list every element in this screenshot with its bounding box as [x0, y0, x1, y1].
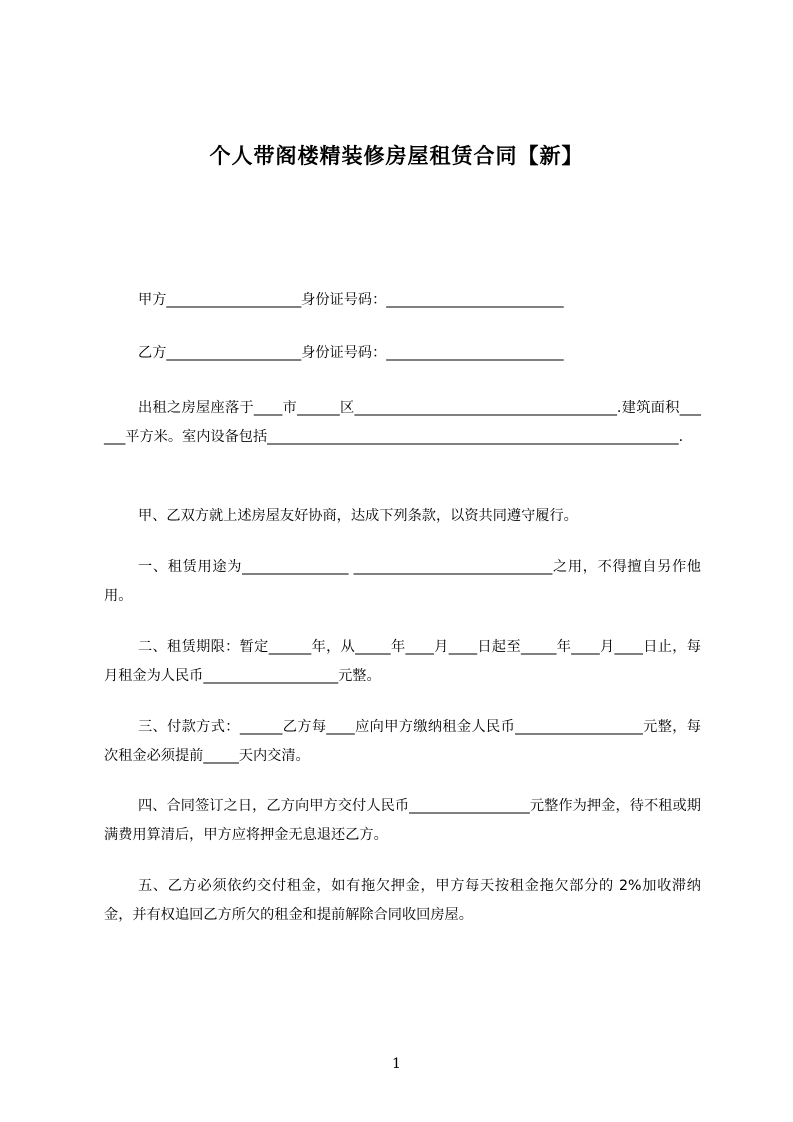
- party-b-line: 乙方___________________身份证号码：_________________________: [138, 345, 564, 361]
- agreement-paragraph: 甲、乙双方就上述房屋友好协商，达成下列条款，以资共同遵守履行。: [138, 508, 578, 524]
- document-title: 个人带阁楼精装修房屋租赁合同【新】: [209, 144, 584, 168]
- clause-1: 一、租赁用途为_______________ ____________________________之用，不得擅自另作他用。: [104, 559, 701, 604]
- clause-4: 四、合同签订之日，乙方向甲方交付人民币_________________元整作为押金，待不租或期满费用算清后，甲方应将押金无息退还乙方。: [104, 798, 701, 843]
- party-a-line: 甲方___________________身份证号码：_________________________: [138, 292, 564, 308]
- clause-3: 三、付款方式：______乙方每____应向甲方缴纳租金人民币__________________元整，每次租金必须提前_____天内交清。: [104, 719, 701, 764]
- clause-2: 二、租赁期限：暂定______年，从_____年____月____日起至_____年____月____日止，每月租金为人民币___________________元整。: [104, 639, 701, 684]
- clause-5: 五、乙方必须依约交付租金，如有拖欠押金，甲方每天按租金拖欠部分的 2%加收滞纳金，并有权追回乙方所欠的租金和提前解除合同收回房屋。: [104, 878, 701, 923]
- property-paragraph: 出租之房屋座落于____市______区_____________________________________.建筑面积______平方米。室内设备包括__________________________________________________________.: [104, 400, 701, 445]
- page-number: 1: [392, 1056, 401, 1072]
